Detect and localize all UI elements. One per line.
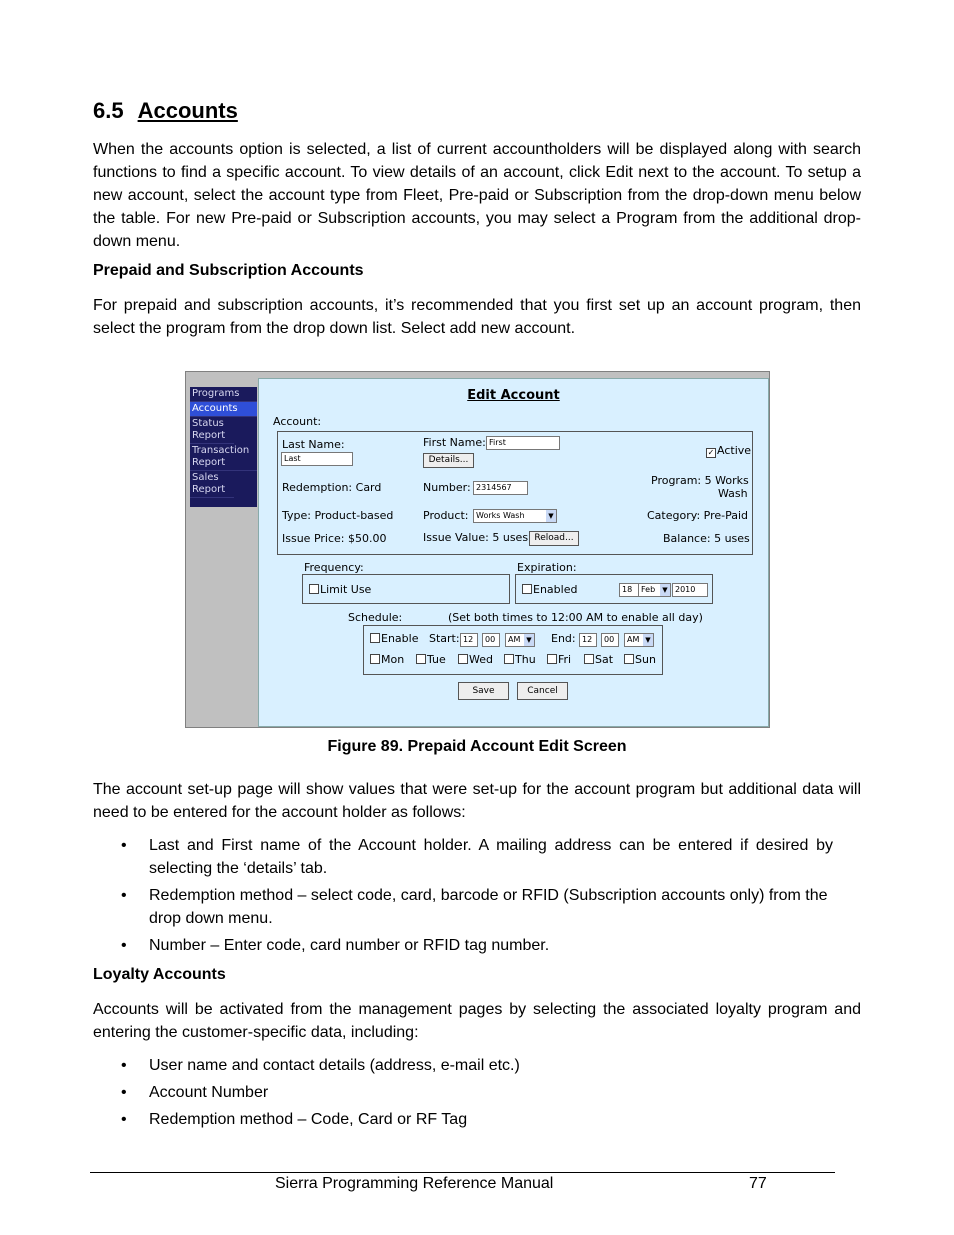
footer-divider (90, 1172, 835, 1173)
schedule-label: Schedule: (348, 611, 403, 624)
start-label: Start: (429, 632, 460, 645)
section-heading (93, 98, 238, 124)
setup-bullet-list (93, 834, 833, 961)
edit-account-screenshot (185, 371, 770, 728)
prepaid-heading: Prepaid and Subscription Accounts (93, 262, 364, 279)
type-text: Type: Product-based (282, 509, 394, 522)
frequency-box (302, 574, 510, 604)
chevron-down-icon: ▼ (546, 510, 556, 522)
chevron-down-icon: ▼ (643, 634, 653, 646)
loyalty-bullet-list (93, 1054, 833, 1135)
enable-checkbox[interactable]: Enable (370, 632, 418, 645)
exp-year-input[interactable]: 2010 (672, 583, 708, 597)
footer-title: Sierra Programming Reference Manual (275, 1175, 554, 1192)
list-item: • Redemption method – Code, Card or RF Tag (93, 1108, 833, 1131)
expiration-box (515, 574, 713, 604)
edit-account-pane (258, 378, 769, 727)
last-name-label: Last Name: (282, 438, 345, 451)
intro-paragraph: When the accounts option is selected, a list of current accountholders will be displayed along with search functions to find a specific account. To view details of an account, click Edit next to the account. To setup a new account, select the account type from Fleet, Pre-paid or Subscription from the drop-down menu below the table. For new Pre-paid or Subscription accounts, you may select a Program from the additional drop-down menu. (93, 141, 861, 250)
start-minute-input[interactable]: 00 (482, 633, 500, 647)
program-text-line2: Wash (718, 487, 748, 500)
section-number: 6.5 (93, 98, 124, 123)
day-sun-checkbox[interactable]: Sun (624, 653, 656, 666)
number-label: Number: (423, 481, 471, 494)
cancel-button[interactable]: Cancel (517, 682, 568, 700)
sidebar-item-transaction-report[interactable]: Transaction Report (190, 444, 257, 471)
program-text: Program: 5 Works (651, 474, 749, 487)
day-thu-checkbox[interactable]: Thu (504, 653, 536, 666)
frequency-label: Frequency: (304, 561, 364, 574)
reload-button[interactable]: Reload... (529, 531, 579, 546)
page-number: 77 (749, 1175, 767, 1192)
sidebar-item-programs[interactable]: Programs (190, 387, 257, 402)
product-select[interactable]: Works Wash ▼ (473, 509, 557, 523)
end-ampm-select[interactable]: AM ▼ (624, 633, 654, 647)
schedule-box (363, 625, 663, 675)
first-name-label: First Name: (423, 436, 486, 449)
details-button[interactable]: Details... (423, 453, 474, 468)
day-tue-checkbox[interactable]: Tue (416, 653, 446, 666)
list-item: • Redemption method – select code, card, barcode or RFID (Subscription accounts only) from the drop down menu. (93, 884, 833, 930)
exp-month-select[interactable]: Feb ▼ (638, 583, 671, 597)
redemption-text: Redemption: Card (282, 481, 382, 494)
sidebar-item-status-report[interactable]: Status Report (190, 417, 234, 444)
sidebar-menu (190, 387, 257, 507)
expiration-label: Expiration: (517, 561, 577, 574)
number-input[interactable]: 2314567 (473, 481, 528, 495)
start-ampm-select[interactable]: AM ▼ (505, 633, 535, 647)
edit-account-title: Edit Account (467, 388, 560, 403)
loyalty-heading: Loyalty Accounts (93, 966, 226, 983)
loyalty-paragraph: Accounts will be activated from the management pages by selecting the associated loyalty program and entering the customer-specific data, including: (93, 1001, 861, 1041)
day-wed-checkbox[interactable]: Wed (458, 653, 493, 666)
figure-caption: Figure 89. Prepaid Account Edit Screen (327, 738, 627, 755)
limit-use-checkbox[interactable]: Limit Use (309, 583, 371, 596)
setup-paragraph: The account set-up page will show values that were set-up for the account program but additional data will need to be entered for the account holder as follows: (93, 781, 861, 821)
account-box (277, 431, 753, 555)
sidebar-item-accounts[interactable]: Accounts (190, 402, 257, 417)
list-item: • Account Number (93, 1081, 833, 1104)
product-label: Product: (423, 509, 469, 522)
prepaid-paragraph: For prepaid and subscription accounts, it’s recommended that you first set up an account program, then select the program from the drop down list. Select add new account. (93, 297, 861, 337)
exp-day-input[interactable]: 18 (619, 583, 639, 597)
schedule-note: (Set both times to 12:00 AM to enable all day) (448, 611, 703, 624)
section-title: Accounts (137, 98, 238, 123)
balance-text: Balance: 5 uses (663, 532, 750, 545)
end-minute-input[interactable]: 00 (601, 633, 619, 647)
day-fri-checkbox[interactable]: Fri (547, 653, 571, 666)
issue-price-text: Issue Price: $50.00 (282, 532, 387, 545)
list-item: • Last and First name of the Account holder. A mailing address can be entered if desired by selecting the ‘details’ tab. (93, 834, 833, 880)
chevron-down-icon: ▼ (524, 634, 534, 646)
check-icon: ✓ (707, 448, 715, 457)
end-hour-input[interactable]: 12 (579, 633, 597, 647)
day-mon-checkbox[interactable]: Mon (370, 653, 404, 666)
end-label: End: (551, 632, 576, 645)
sidebar-item-sales-report[interactable]: Sales Report (190, 471, 234, 498)
last-name-input[interactable]: Last (281, 452, 353, 466)
issue-value-text: Issue Value: 5 uses (423, 531, 529, 544)
save-button[interactable]: Save (458, 682, 509, 700)
first-name-input[interactable]: First (486, 436, 560, 450)
enabled-checkbox[interactable]: Enabled (522, 583, 577, 596)
chevron-down-icon: ▼ (660, 584, 670, 596)
start-hour-input[interactable]: 12 (460, 633, 478, 647)
account-label: Account: (273, 415, 322, 428)
active-checkbox[interactable]: ✓ Active (707, 444, 752, 457)
list-item: • User name and contact details (address, e-mail etc.) (93, 1054, 833, 1077)
list-item: • Number – Enter code, card number or RFID tag number. (93, 934, 833, 957)
category-text: Category: Pre-Paid (647, 509, 749, 522)
day-sat-checkbox[interactable]: Sat (584, 653, 613, 666)
